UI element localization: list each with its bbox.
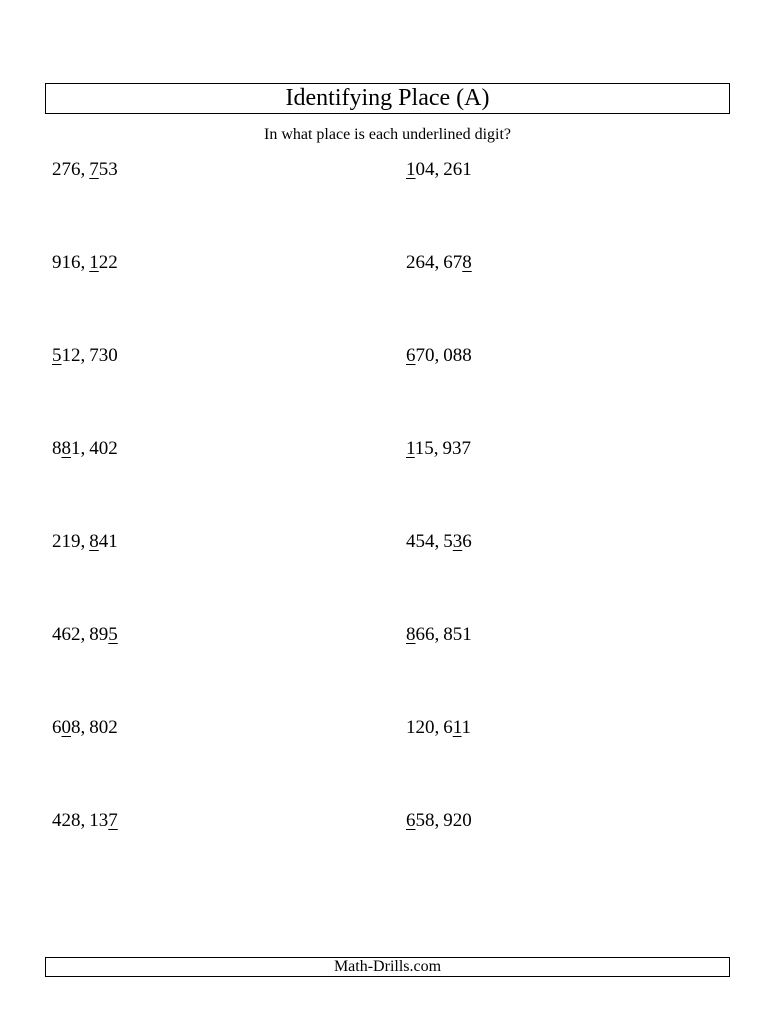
digit: 1 (406, 717, 416, 738)
digit: 4 (425, 531, 435, 552)
underlined-digit: 6 (406, 345, 416, 366)
digit: 0 (425, 717, 435, 738)
digit: 6 (415, 624, 425, 645)
digit: 4 (425, 252, 435, 273)
digit: 4 (89, 438, 99, 459)
digit: 0 (462, 810, 472, 831)
problem-number (406, 716, 471, 740)
problem-number (52, 158, 118, 182)
thousands-separator: , (434, 624, 440, 645)
underlined-digit: 1 (89, 252, 99, 273)
digit: 5 (443, 531, 453, 552)
digit: 8 (89, 624, 99, 645)
digit: 5 (415, 531, 425, 552)
digit: 0 (98, 438, 109, 459)
digit: 0 (415, 159, 425, 180)
problem-number (52, 251, 118, 275)
problem-row (52, 344, 742, 437)
digit: 3 (452, 438, 462, 459)
digit: 0 (98, 717, 109, 738)
digit: 7 (452, 252, 463, 273)
thousands-separator: , (434, 531, 440, 552)
problem-number (52, 437, 118, 461)
problem-row (52, 251, 742, 344)
digit: 6 (443, 717, 453, 738)
digit: 4 (52, 810, 62, 831)
footer-credit: Math-Drills.com (45, 957, 730, 977)
digit: 1 (414, 438, 425, 459)
problem-number (406, 251, 472, 275)
problem-row (52, 716, 742, 809)
underlined-digit: 8 (89, 531, 99, 552)
digit: 9 (71, 531, 81, 552)
problem-number (406, 623, 472, 647)
problem-number (52, 716, 118, 740)
thousands-separator: , (80, 345, 86, 366)
digit: 2 (415, 717, 425, 738)
digit: 5 (452, 624, 463, 645)
digit: 1 (462, 624, 472, 645)
thousands-separator: , (434, 159, 440, 180)
digit: 2 (108, 717, 118, 738)
digit: 2 (108, 438, 118, 459)
thousands-separator: , (80, 624, 86, 645)
digit: 9 (443, 810, 453, 831)
digit: 7 (89, 345, 99, 366)
problem-row (52, 809, 742, 902)
digit: 1 (61, 345, 71, 366)
thousands-separator: , (80, 717, 86, 738)
digit: 4 (98, 531, 109, 552)
digit: 2 (52, 531, 62, 552)
underlined-digit: 0 (61, 717, 71, 738)
digit: 8 (89, 717, 99, 738)
digit: 6 (52, 717, 62, 738)
digit: 2 (61, 810, 71, 831)
underlined-digit: 7 (108, 810, 118, 831)
digit: 2 (52, 159, 62, 180)
problem-number (406, 344, 472, 368)
digit: 2 (71, 624, 81, 645)
thousands-separator: , (433, 438, 439, 459)
digit: 8 (52, 438, 62, 459)
problem-number (406, 158, 472, 182)
digit: 6 (443, 252, 453, 273)
instructions: In what place is each underlined digit? (263, 126, 511, 143)
thousands-separator: , (434, 252, 440, 273)
problem-grid (52, 158, 742, 902)
digit: 9 (442, 438, 453, 459)
digit: 7 (461, 438, 472, 459)
thousands-separator: , (80, 531, 86, 552)
underlined-digit: 7 (89, 159, 99, 180)
digit: 7 (61, 159, 71, 180)
problem-number (52, 530, 118, 554)
problem-number (406, 809, 472, 833)
problem-number (52, 344, 118, 368)
digit: 1 (61, 252, 71, 273)
digit: 1 (71, 438, 81, 459)
underlined-digit: 8 (462, 252, 472, 273)
underlined-digit: 1 (406, 159, 416, 180)
underlined-digit: 5 (108, 624, 118, 645)
digit: 5 (98, 159, 109, 180)
digit: 2 (98, 252, 109, 273)
thousands-separator: , (80, 438, 86, 459)
digit: 0 (425, 345, 435, 366)
digit: 2 (406, 252, 416, 273)
thousands-separator: , (80, 810, 86, 831)
worksheet-title: Identifying Place (A) (45, 83, 730, 114)
digit: 9 (52, 252, 62, 273)
digit: 6 (462, 531, 472, 552)
problem-number (52, 809, 118, 833)
digit: 5 (415, 810, 425, 831)
digit: 7 (415, 345, 425, 366)
digit: 6 (71, 159, 81, 180)
digit: 2 (452, 810, 463, 831)
digit: 8 (462, 345, 472, 366)
digit: 0 (108, 345, 118, 366)
digit: 8 (452, 345, 463, 366)
digit: 1 (461, 717, 472, 738)
digit: 8 (443, 624, 453, 645)
thousands-separator: , (434, 810, 440, 831)
digit: 4 (52, 624, 62, 645)
digit: 6 (71, 252, 81, 273)
problem-row (52, 158, 742, 251)
digit: 8 (71, 810, 81, 831)
digit: 1 (61, 531, 71, 552)
digit: 3 (98, 345, 109, 366)
underlined-digit: 6 (406, 810, 416, 831)
digit: 6 (61, 624, 71, 645)
digit: 2 (71, 345, 81, 366)
underlined-digit: 8 (61, 438, 71, 459)
digit: 8 (425, 810, 435, 831)
problem-number (406, 530, 472, 554)
underlined-digit: 8 (406, 624, 416, 645)
problem-row (52, 437, 742, 530)
digit: 5 (424, 438, 434, 459)
digit: 3 (98, 810, 109, 831)
digit: 6 (415, 252, 425, 273)
underlined-digit: 1 (452, 717, 462, 738)
problem-row (52, 623, 742, 716)
underlined-digit: 3 (452, 531, 463, 552)
digit: 0 (443, 345, 453, 366)
digit: 4 (406, 531, 416, 552)
digit: 3 (108, 159, 118, 180)
digit: 1 (462, 159, 472, 180)
digit: 2 (108, 252, 118, 273)
digit: 6 (425, 624, 435, 645)
thousands-separator: , (434, 717, 440, 738)
problem-number (52, 623, 118, 647)
digit: 2 (443, 159, 453, 180)
digit: 1 (108, 531, 118, 552)
thousands-separator: , (80, 252, 86, 273)
problem-row (52, 530, 742, 623)
digit: 6 (452, 159, 463, 180)
problem-number (406, 437, 471, 461)
digit: 4 (425, 159, 435, 180)
thousands-separator: , (80, 159, 86, 180)
digit: 9 (98, 624, 109, 645)
thousands-separator: , (434, 345, 440, 366)
digit: 8 (71, 717, 81, 738)
underlined-digit: 1 (406, 438, 415, 459)
digit: 1 (89, 810, 99, 831)
underlined-digit: 5 (52, 345, 62, 366)
